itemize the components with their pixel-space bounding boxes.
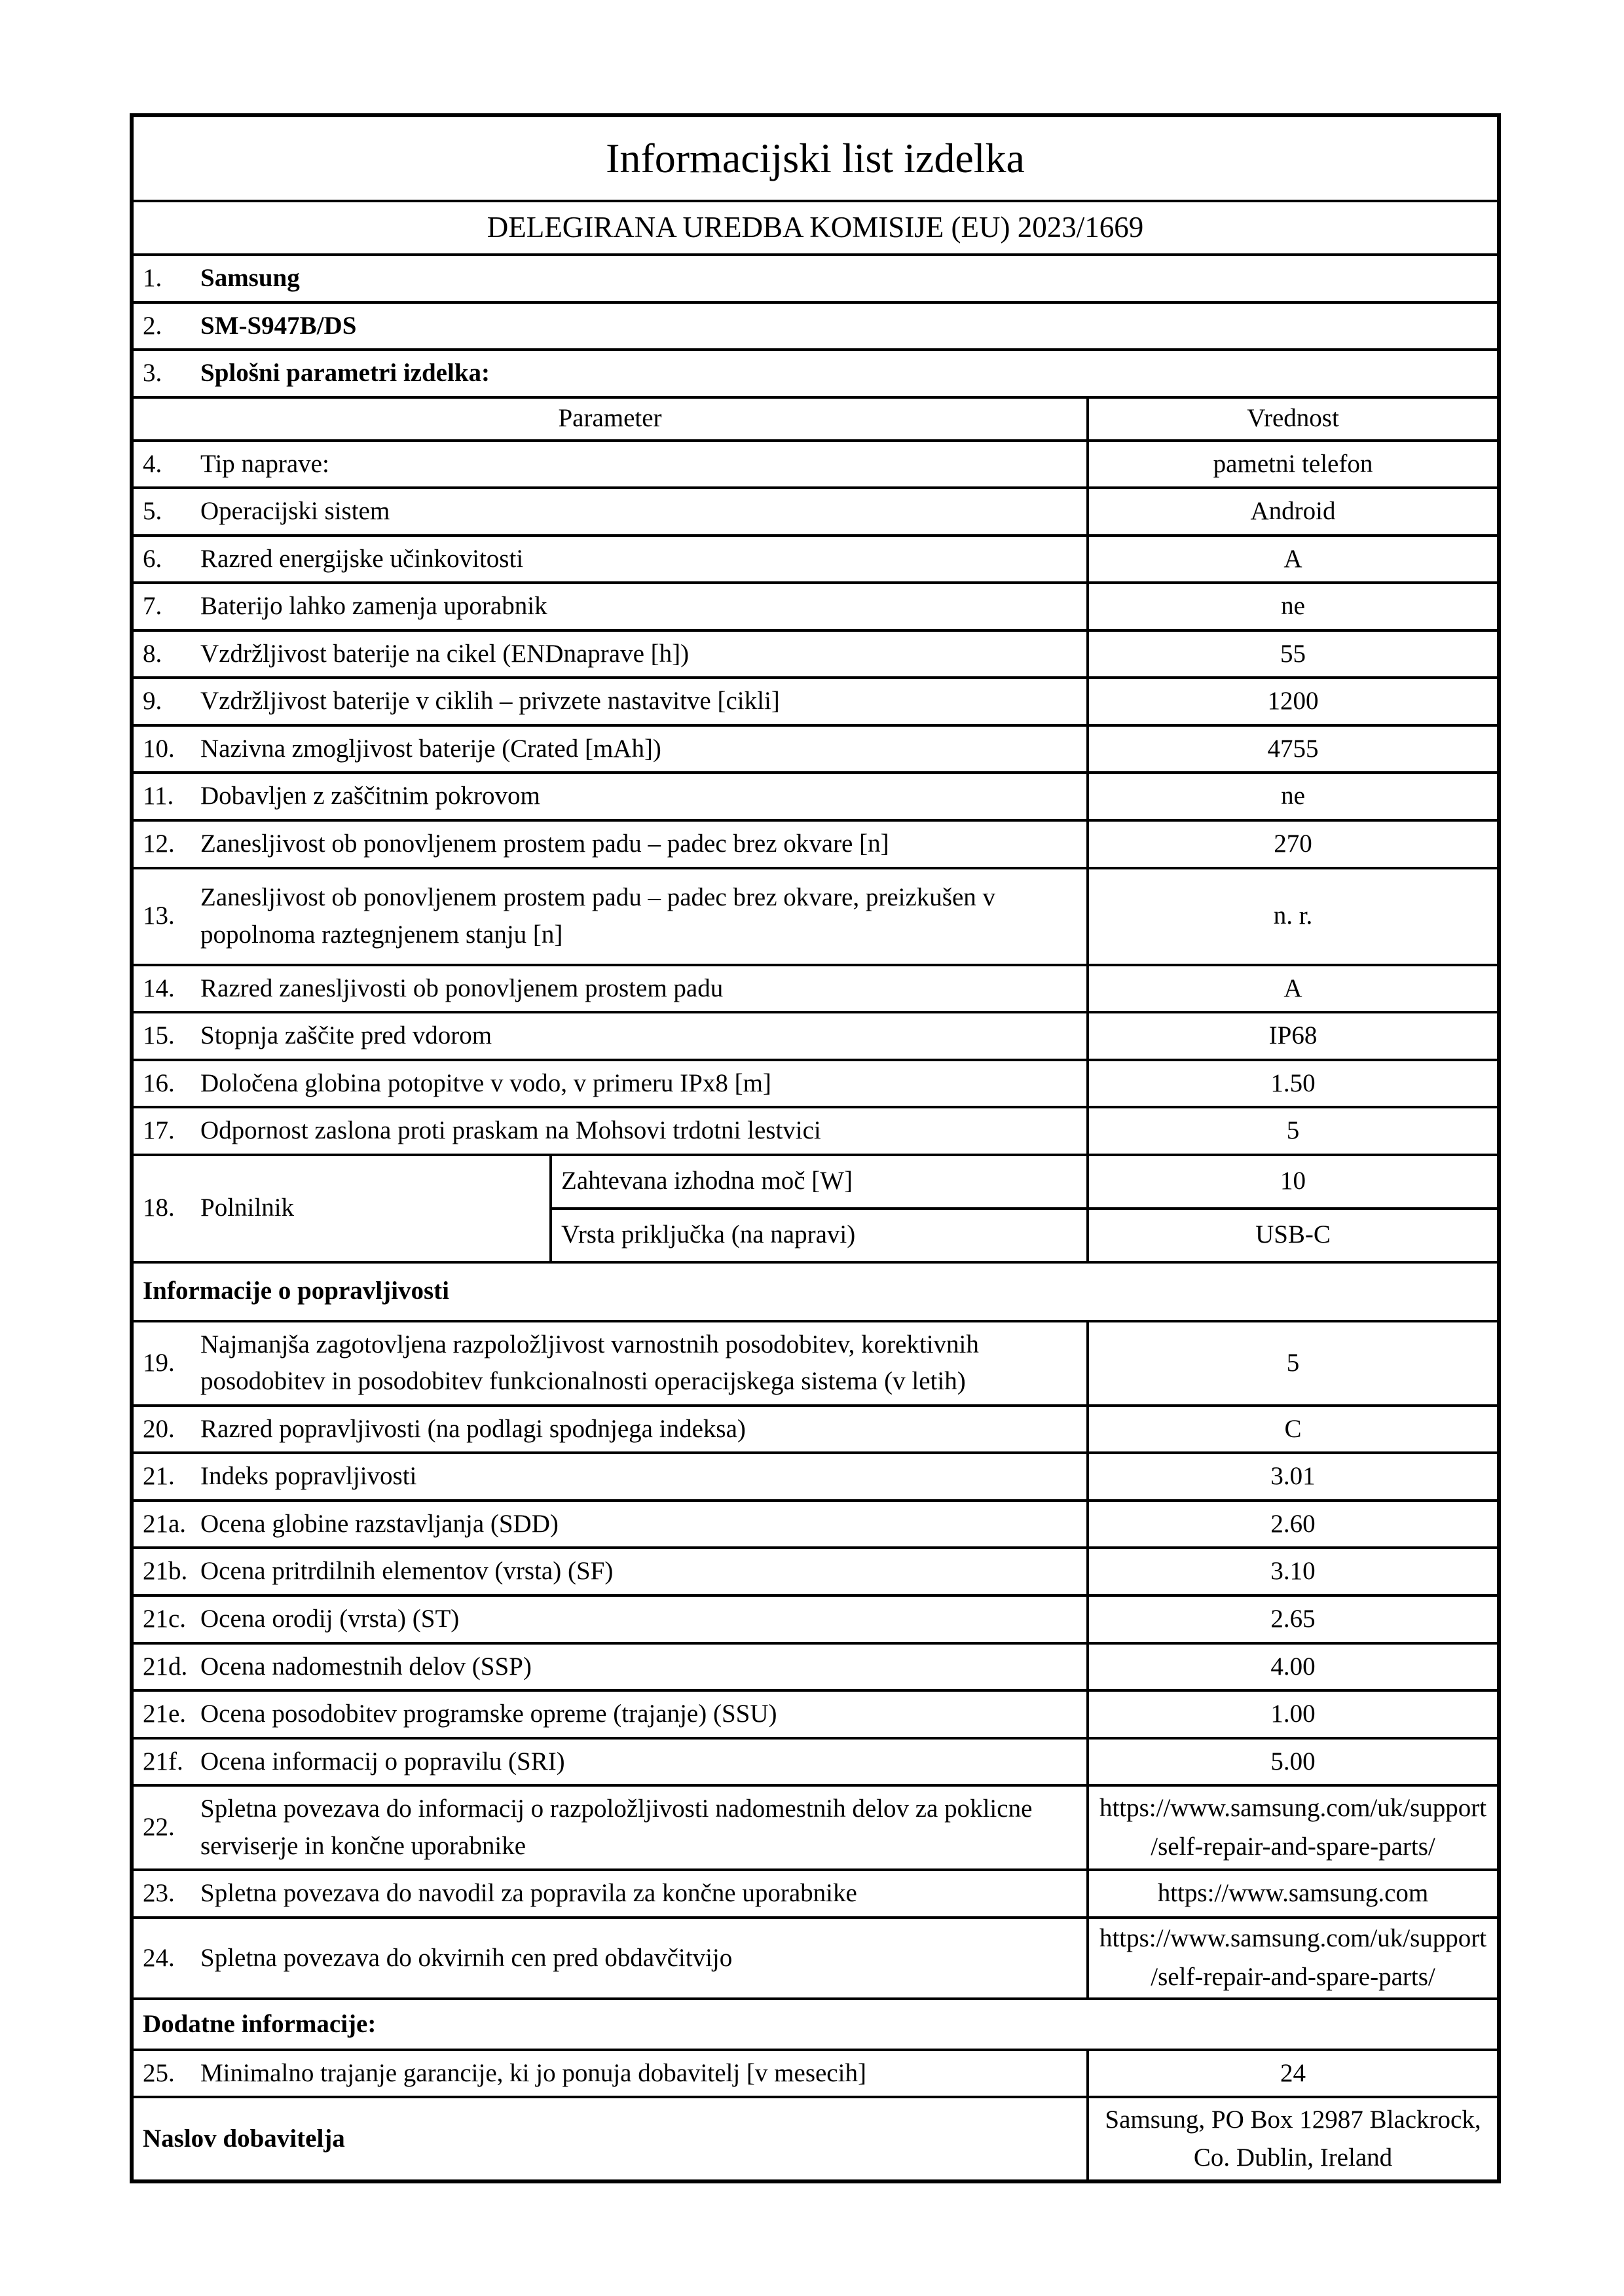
param-value: 55 [1088,630,1499,678]
param-number: 22. [143,1813,175,1842]
param-cell [132,1501,1088,1548]
param-cell [132,583,1088,630]
charger-cell [132,1155,551,1262]
param-number: 21e. [143,1700,187,1728]
param-label: Najmanjša zagotovljena razpoložljivost varnostnih posodobitev, korektivnih posodobitev in posodobitev funkcionalnosti operacijskega sistema (v letih) [200,1330,979,1396]
param-value: 1200 [1088,678,1499,725]
supplier-address-line: Co. Dublin, Ireland [1193,2143,1393,2172]
param-number: 4. [143,449,162,478]
param-value: ne [1088,773,1499,820]
param-value: 4.00 [1088,1643,1499,1691]
param-number: 5. [143,497,162,526]
row-number: 2. [143,311,162,340]
product-info-table [130,113,1501,2183]
charger-label: Polnilnik [200,1194,295,1222]
param-cell [132,678,1088,725]
model-identifier: SM-S947B/DS [200,311,357,340]
supplier-address-line: Samsung, PO Box 12987 Blackrock, [1105,2105,1481,2134]
param-cell [132,1918,1088,1999]
charger-sub-value: USB-C [1088,1209,1499,1262]
param-value: 5 [1088,1107,1499,1155]
param-number: 10. [143,734,175,763]
param-cell [132,725,1088,773]
section-repairability: Informacije o popravljivosti [132,1262,1499,1321]
param-cell [132,868,1088,965]
param-cell [132,1595,1088,1643]
param-value: 4755 [1088,725,1499,773]
param-cell [132,441,1088,488]
param-cell [132,1321,1088,1406]
spare-parts-link[interactable] [1088,1785,1499,1870]
param-cell [132,1548,1088,1595]
param-cell [132,1643,1088,1691]
supplier-address-value [1088,2097,1499,2181]
param-cell [132,820,1088,868]
param-value: 5.00 [1088,1738,1499,1786]
row-number: 1. [143,264,162,292]
repair-manuals-link[interactable]: https://www.samsung.com [1088,1870,1499,1918]
param-label: Razred zanesljivosti ob ponovljenem prostem padu [200,974,724,1002]
param-label: Baterijo lahko zamenja uporabnik [200,592,547,621]
param-cell [132,1453,1088,1501]
charger-sub-label: Zahtevana izhodna moč [W] [551,1155,1088,1209]
param-number: 21b. [143,1557,188,1586]
param-value: A [1088,965,1499,1013]
param-label: Stopnja zaščite pred vdorom [200,1021,492,1050]
param-value: Android [1088,488,1499,536]
charger-sub-value: 10 [1088,1155,1499,1209]
param-label: Zanesljivost ob ponovljenem prostem padu – padec brez okvare, preizkušen v popolnoma raztegnjenem stanju [n] [200,883,996,949]
row-number: 3. [143,359,162,388]
warranty-cell [132,2050,1088,2098]
param-number: 24. [143,1943,175,1972]
page-title: Informacijski list izdelka [132,115,1499,201]
param-cell [132,1690,1088,1738]
param-cell [132,1785,1088,1870]
param-number: 21. [143,1462,175,1491]
link-line[interactable]: https://www.samsung.com/uk/support [1099,1924,1487,1953]
param-label: Ocena orodij (vrsta) (ST) [200,1605,460,1633]
param-cell [132,488,1088,536]
param-cell [132,773,1088,820]
param-label: Operacijski sistem [200,497,390,526]
param-cell [132,1012,1088,1060]
param-number: 21c. [143,1605,187,1633]
param-number: 12. [143,829,175,858]
param-number: 11. [143,782,174,811]
param-number: 14. [143,974,175,1002]
param-label: Razred energijske učinkovitosti [200,544,524,573]
link-line[interactable]: /self-repair-and-spare-parts/ [1151,1962,1435,1991]
param-number: 18. [143,1194,175,1222]
param-value: 270 [1088,820,1499,868]
param-number: 7. [143,592,162,621]
param-label: Ocena globine razstavljanja (SDD) [200,1509,559,1538]
section-additional-info: Dodatne informacije: [132,1999,1499,2050]
param-number: 17. [143,1116,175,1145]
param-value: 1.50 [1088,1060,1499,1108]
param-label: Vzdržljivost baterije na cikel (ENDnaprave [h]) [200,639,690,668]
param-cell [132,1060,1088,1108]
param-label: Razred popravljivosti (na podlagi spodnjega indeksa) [200,1414,746,1443]
param-cell [132,630,1088,678]
param-number: 6. [143,544,162,573]
param-label: Ocena informacij o popravilu (SRI) [200,1747,565,1776]
param-cell [132,965,1088,1013]
param-label: Nazivna zmogljivost baterije (Crated [mAh]) [200,734,661,763]
param-number: 21d. [143,1652,188,1681]
column-header-value: Vrednost [1088,397,1499,441]
brand-name: Samsung [200,264,300,292]
param-value: IP68 [1088,1012,1499,1060]
param-label: Ocena pritrdilnih elementov (vrsta) (SF) [200,1557,614,1586]
param-label: Spletna povezava do informacij o razpoložljivosti nadomestnih delov za poklicne serviserje in končne uporabnike [200,1795,1033,1860]
param-number: 16. [143,1068,175,1097]
column-header-parameter: Parameter [132,397,1088,441]
param-cell [132,1107,1088,1155]
param-value: ne [1088,583,1499,630]
param-value: 5 [1088,1321,1499,1406]
link-line[interactable]: /self-repair-and-spare-parts/ [1151,1832,1435,1861]
param-value: pametni telefon [1088,441,1499,488]
general-parameters-label: Splošni parametri izdelka: [200,359,490,388]
model-row [132,302,1499,350]
param-label: Indeks popravljivosti [200,1462,417,1491]
param-number: 19. [143,1349,175,1377]
general-parameters-row [132,350,1499,397]
param-number: 23. [143,1879,175,1908]
param-label: Določena globina potopitve v vodo, v primeru IPx8 [m] [200,1068,771,1097]
param-label: Ocena nadomestnih delov (SSP) [200,1652,532,1681]
param-number: 8. [143,639,162,668]
param-cell [132,1738,1088,1786]
param-number: 21f. [143,1747,183,1776]
charger-sub-label: Vrsta priključka (na napravi) [551,1209,1088,1262]
brand-row [132,255,1499,302]
param-label: Spletna povezava do okvirnih cen pred obdavčitvijo [200,1943,733,1972]
regulation-subtitle: DELEGIRANA UREDBA KOMISIJE (EU) 2023/1669 [132,201,1499,255]
param-value: 2.65 [1088,1595,1499,1643]
param-cell [132,1406,1088,1453]
param-number: 25. [143,2058,175,2087]
warranty-label: Minimalno trajanje garancije, ki jo ponuja dobavitelj [v mesecih] [200,2058,866,2087]
param-value: 3.10 [1088,1548,1499,1595]
param-number: 21a. [143,1509,187,1538]
param-value: C [1088,1406,1499,1453]
param-label: Zanesljivost ob ponovljenem prostem padu – padec brez okvare [n] [200,829,889,858]
param-number: 13. [143,902,175,930]
supplier-address-label: Naslov dobavitelja [132,2097,1088,2181]
pre-tax-prices-link[interactable] [1088,1918,1499,1999]
param-number: 9. [143,687,162,716]
param-value: 2.60 [1088,1501,1499,1548]
param-label: Tip naprave: [200,449,329,478]
param-number: 20. [143,1414,175,1443]
param-label: Odpornost zaslona proti praskam na Mohsovi trdotni lestvici [200,1116,821,1145]
warranty-value: 24 [1088,2050,1499,2098]
param-value: n. r. [1088,868,1499,965]
param-label: Dobavljen z zaščitnim pokrovom [200,782,540,811]
param-cell [132,1870,1088,1918]
param-value: A [1088,536,1499,583]
param-label: Ocena posodobitev programske opreme (trajanje) (SSU) [200,1700,777,1728]
param-number: 15. [143,1021,175,1050]
param-value: 1.00 [1088,1690,1499,1738]
link-line[interactable]: https://www.samsung.com/uk/support [1099,1794,1487,1823]
param-value: 3.01 [1088,1453,1499,1501]
param-label: Vzdržljivost baterije v ciklih – privzete nastavitve [cikli] [200,687,780,716]
param-label: Spletna povezava do navodil za popravila za končne uporabnike [200,1879,857,1908]
param-cell [132,536,1088,583]
